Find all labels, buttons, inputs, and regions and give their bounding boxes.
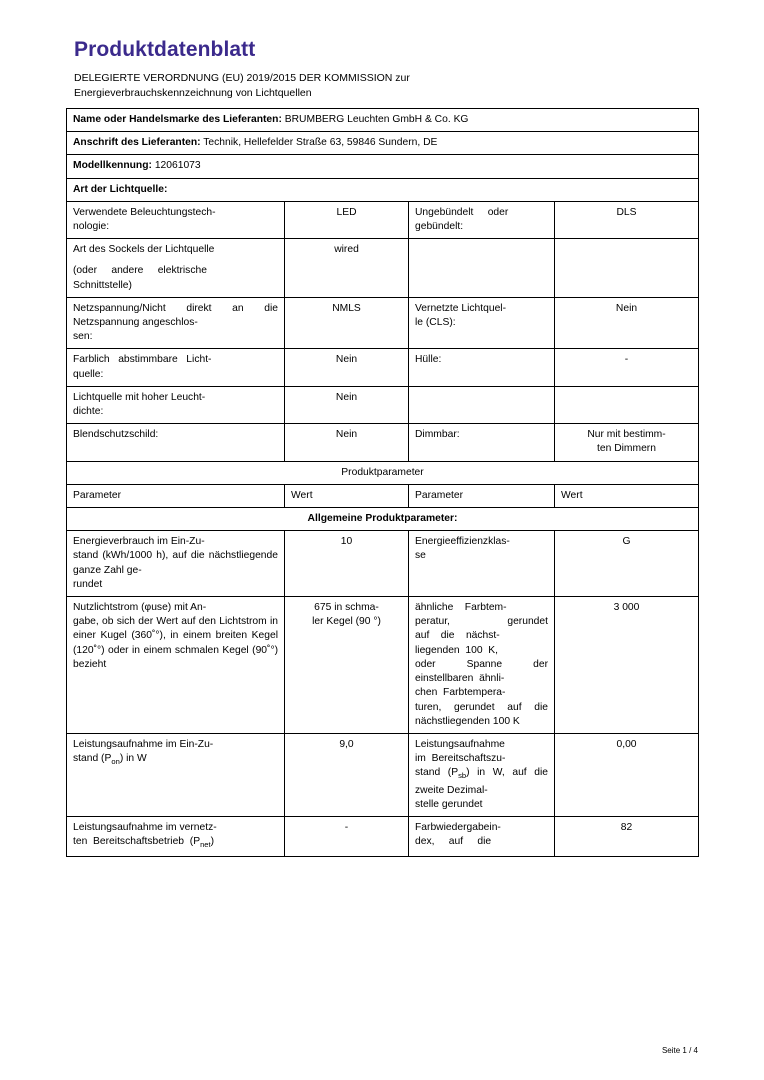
subtitle-line-1: DELEGIERTE VERORDNUNG (EU) 2019/2015 DER KOMMISSION zur: [74, 72, 410, 84]
param-value-2: Nur mit bestimm- ten Dimmern: [555, 424, 699, 461]
subtitle-line-2: Energieverbrauchskennzeichnung von Lichtquellen: [74, 87, 312, 99]
model-cell: [67, 155, 699, 178]
param-value-2: DLS: [555, 201, 699, 238]
param-label: Verwendete Beleuchtungstech- nologie:: [67, 201, 285, 238]
table-row: [67, 733, 699, 816]
param-label-2: Hülle:: [409, 349, 555, 386]
supplier-address-label: Anschrift des Lieferanten:: [73, 137, 201, 149]
param-label-2: [409, 239, 555, 298]
param-value-2: 0,00: [555, 733, 699, 816]
table-row-general-parameters-header: [67, 508, 699, 531]
param-label-2: Energieeffizienzklas- se: [409, 531, 555, 597]
model-value: 12061073: [154, 160, 201, 172]
datasheet-table: [66, 108, 699, 857]
param-label: Leistungsaufnahme im Ein-Zu- stand $(P_{on})$ in W: [67, 733, 285, 816]
param-value: NMLS: [285, 297, 409, 349]
table-row-light-source-header: [67, 178, 699, 201]
table-row-product-parameters-header: [67, 461, 699, 484]
supplier-address-cell: [67, 132, 699, 155]
param-label: Blendschutzschild:: [67, 424, 285, 461]
param-value-2: [555, 239, 699, 298]
document-subtitle: [74, 71, 698, 101]
param-value: Nein: [285, 349, 409, 386]
general-parameters-label: Allgemeine Produktparameter:: [67, 508, 699, 531]
param-value: -: [285, 816, 409, 856]
table-row-column-headers: [67, 484, 699, 507]
datasheet-sheet: [66, 38, 698, 1055]
param-value: Nein: [285, 424, 409, 461]
param-value: 9,0: [285, 733, 409, 816]
table-row: [67, 531, 699, 597]
column-header-parameter-1: Parameter: [67, 484, 285, 507]
param-value-2: [555, 386, 699, 423]
light-source-section-label: Art der Lichtquelle:: [67, 178, 699, 201]
supplier-name-cell: [67, 109, 699, 132]
param-label-2: [409, 386, 555, 423]
param-label-2: Leistungsaufnahme im Bereitschaftszu- stand $(P_{sb})$ in W, auf die zweite Dezimal- stelle gerundet: [409, 733, 555, 816]
param-value-2: 3 000: [555, 597, 699, 734]
param-label-2: Dimmbar:: [409, 424, 555, 461]
table-row-supplier-name: [67, 109, 699, 132]
page-title: Produktdatenblatt: [74, 38, 256, 61]
table-row: [67, 349, 699, 386]
param-label-2: ähnliche Farbtem- peratur, gerundet auf die nächst- liegenden 100 K, oder Spanne der einstellbaren ähnli- chen Farbtempera- turen, gerundet auf die nächstliegenden 100 K: [409, 597, 555, 734]
param-value-2: 82: [555, 816, 699, 856]
param-label-2: Vernetzte Lichtquel- le (CLS):: [409, 297, 555, 349]
table-row-supplier-address: [67, 132, 699, 155]
page-footer: Seite 1 / 4: [661, 1046, 698, 1055]
param-value: 10: [285, 531, 409, 597]
param-label-2: Farbwiedergabein- dex, auf die: [409, 816, 555, 856]
param-value-2: G: [555, 531, 699, 597]
param-value: LED: [285, 201, 409, 238]
param-label-2: Ungebündelt oder gebündelt:: [409, 201, 555, 238]
supplier-address-value: Technik, Hellefelder Straße 63, 59846 Sundern, DE: [203, 137, 438, 149]
table-row-model: [67, 155, 699, 178]
param-label: Lichtquelle mit hoher Leucht- dichte:: [67, 386, 285, 423]
table-row: [67, 597, 699, 734]
param-label: Leistungsaufnahme im vernetz- ten Bereitschaftsbetrieb $(P_{net})$: [67, 816, 285, 856]
param-value-2: -: [555, 349, 699, 386]
param-label: Nutzlichtstrom (φuse) mit An- gabe, ob sich der Wert auf den Lichtstrom in einer Kugel (360˚°), in einem breiten Kegel (120˚°) oder in einem schmalen Kegel (90˚°) bezieht: [67, 597, 285, 734]
column-header-value-1: Wert: [285, 484, 409, 507]
param-value: 675 in schma- ler Kegel (90 °): [285, 597, 409, 734]
param-value: wired: [285, 239, 409, 298]
table-row: [67, 201, 699, 238]
table-row: [67, 239, 699, 298]
column-header-parameter-2: Parameter: [409, 484, 555, 507]
param-value: Nein: [285, 386, 409, 423]
param-label: Netzspannung/Nicht direkt an die Netzspannung angeschlos- sen:: [67, 297, 285, 349]
param-label: Art des Sockels der Lichtquelle (oder andere elektrische Schnittstelle): [67, 239, 285, 298]
param-label: Farblich abstimmbare Licht- quelle:: [67, 349, 285, 386]
param-label: Energieverbrauch im Ein-Zu- stand (kWh/1000 h), auf die nächstliegende ganze Zahl ge- rundet: [67, 531, 285, 597]
model-label: Modellkennung:: [73, 160, 152, 172]
param-value-2: Nein: [555, 297, 699, 349]
supplier-name-value: BRUMBERG Leuchten GmbH & Co. KG: [284, 114, 469, 125]
table-row: [67, 816, 699, 856]
supplier-name-label: Name oder Handelsmarke des Lieferanten:: [73, 114, 282, 125]
product-parameters-section-label: Produktparameter: [67, 461, 699, 484]
column-header-value-2: Wert: [555, 484, 699, 507]
table-row: [67, 424, 699, 461]
table-row: [67, 297, 699, 349]
table-row: [67, 386, 699, 423]
